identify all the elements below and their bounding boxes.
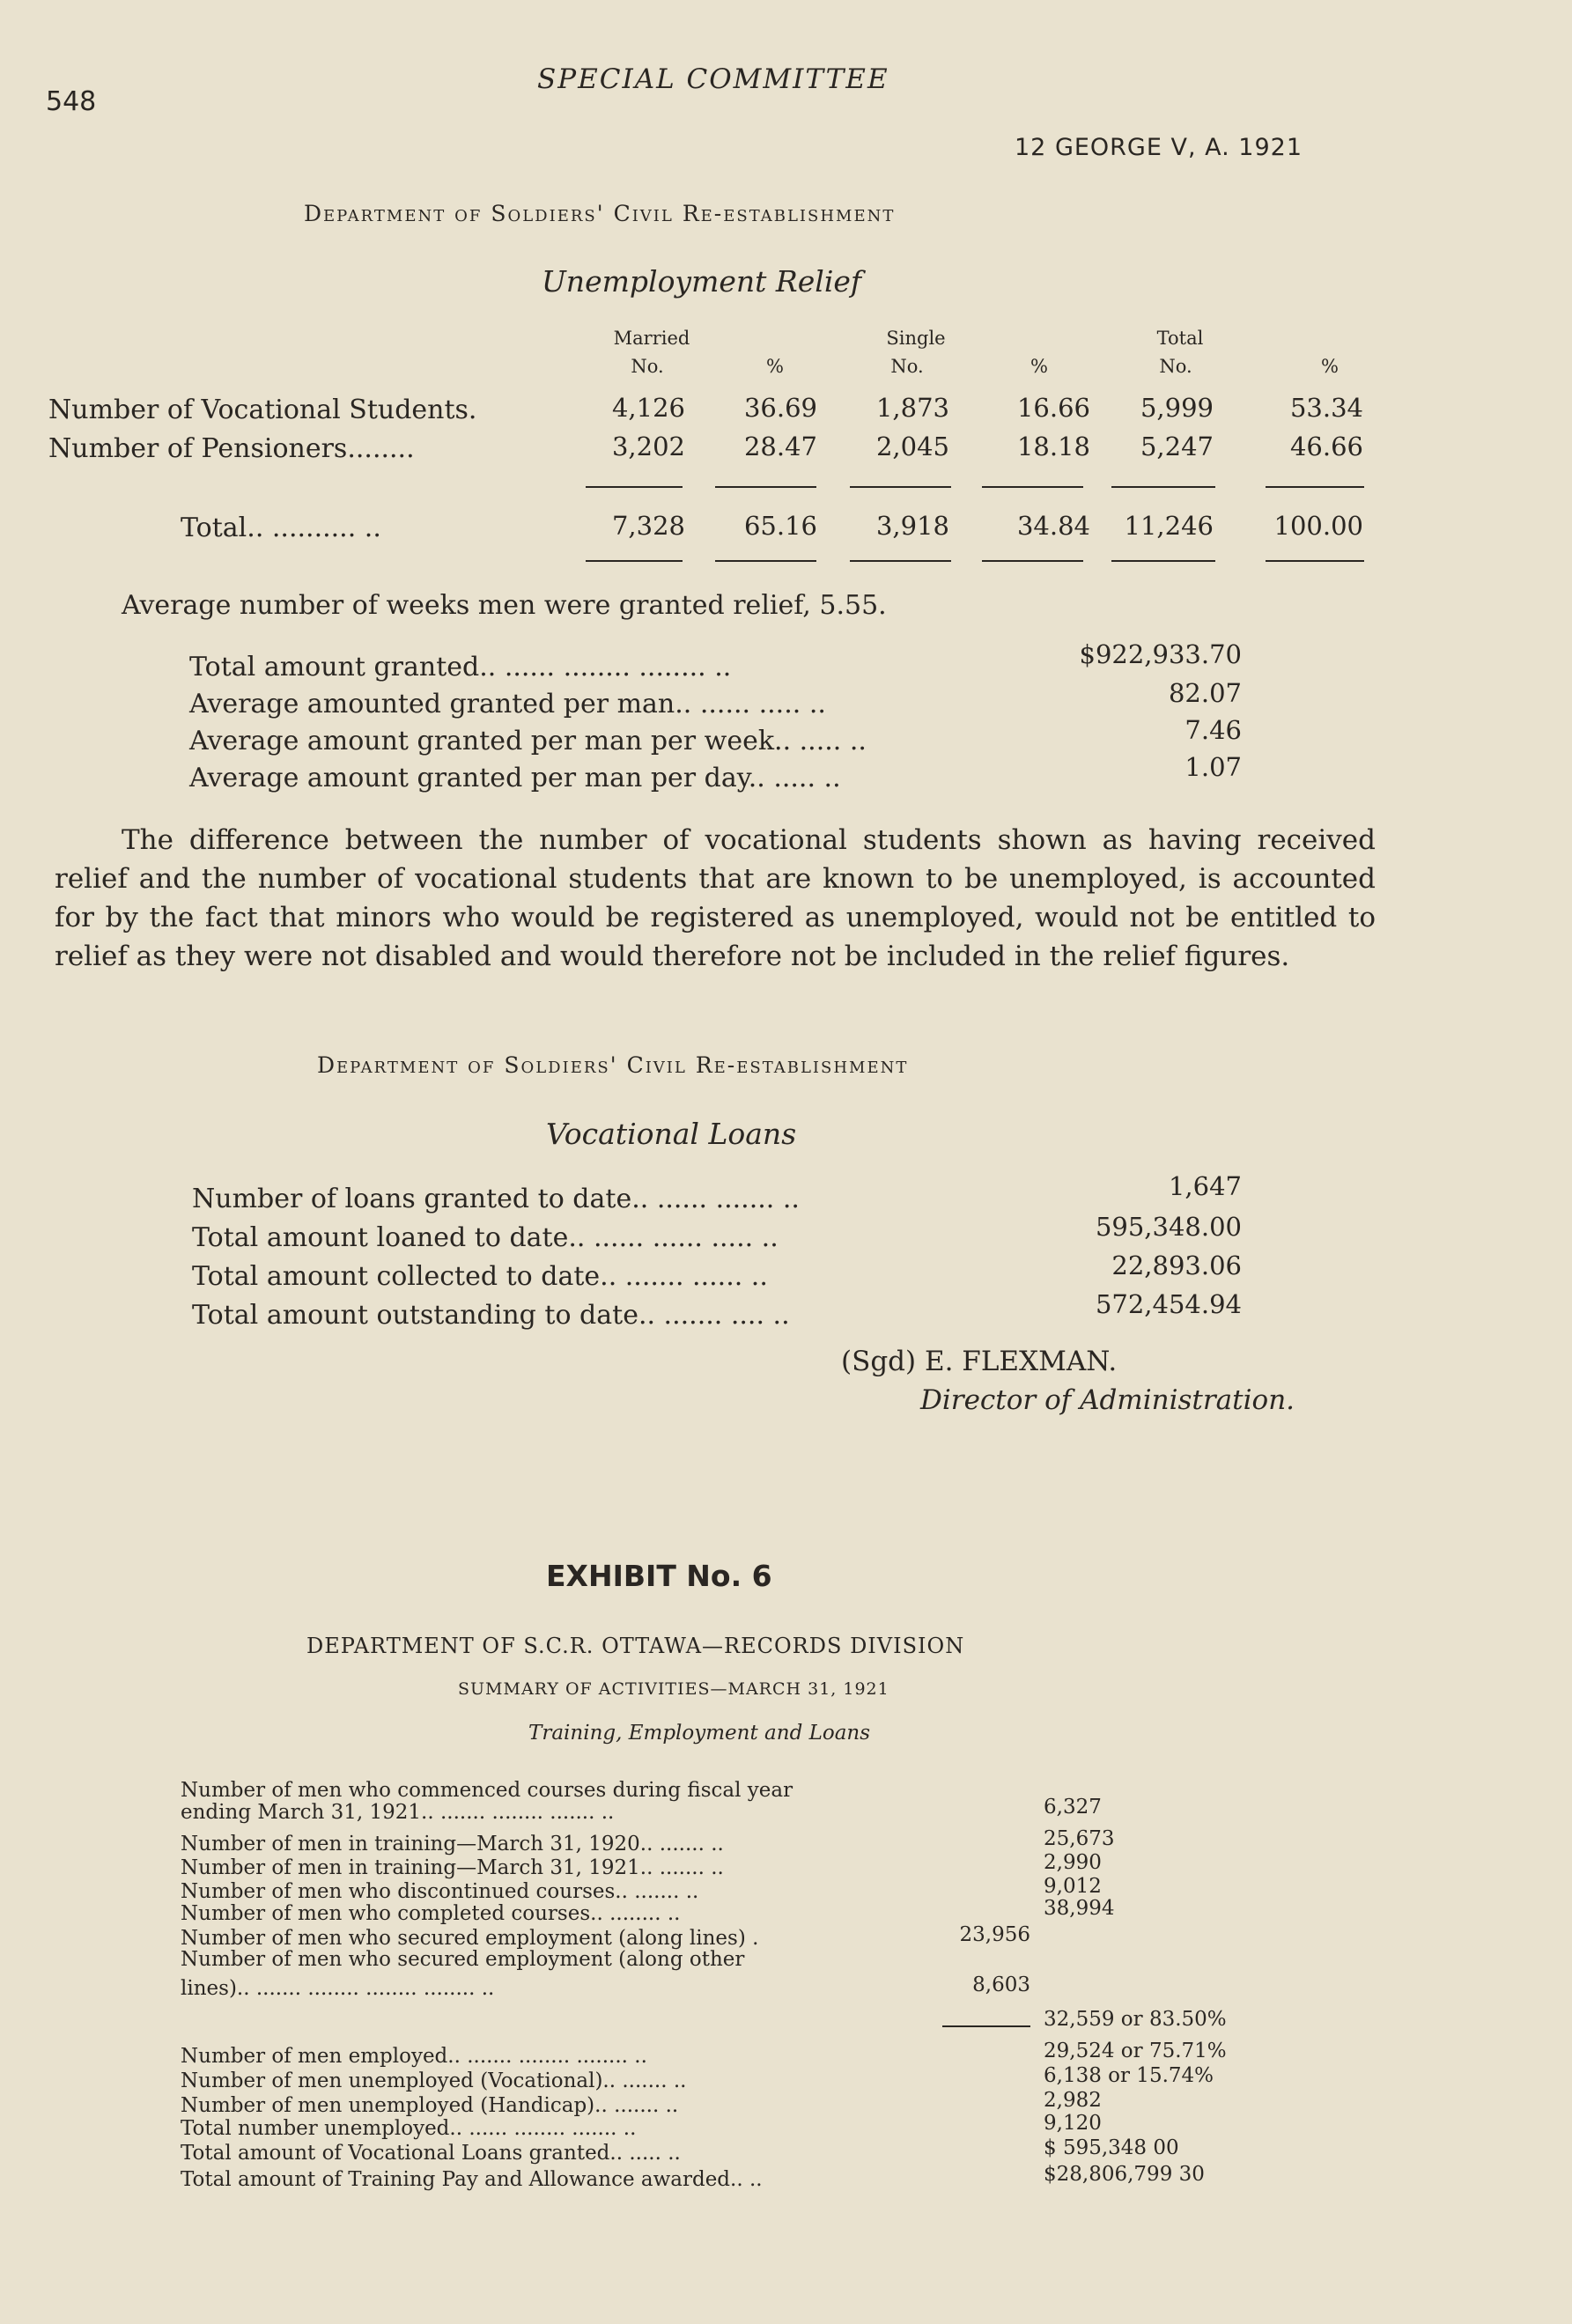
cell: 28.47 xyxy=(743,432,817,461)
col-header: No. xyxy=(631,356,664,377)
exhibit-row-label: Number of men who commenced courses during fiscal year xyxy=(181,1779,793,1802)
explanation-paragraph: The difference between the number of vocational students shown as having received relief and the number of vocational students that are known to be unemployed, is accounted for by the fact that minors who would be registered as unemployed, would not be entitled to relief as they were not disabled and would therefore not be included in the relief figures. xyxy=(55,824,1376,972)
amount-label: Total amount granted.. ...... ........ ........ .. xyxy=(189,652,732,682)
exhibit-row-value: 6,327 xyxy=(1044,1796,1102,1819)
col-header: % xyxy=(766,356,784,377)
rule xyxy=(942,2025,1030,2027)
cell: 3,202 xyxy=(611,432,685,461)
cell: 16.66 xyxy=(1016,393,1090,423)
exhibit-row-label: Number of men unemployed (Handicap).. ....... .. xyxy=(181,2094,679,2117)
amount-value: 7.46 xyxy=(1185,715,1242,745)
exhibit-subtitle: Training, Employment and Loans xyxy=(528,1722,871,1745)
loan-label: Total amount loaned to date.. ...... ...... ..... .. xyxy=(192,1222,779,1253)
section1-department: Department of Soldiers' Civil Re-establishment xyxy=(304,201,896,226)
rule xyxy=(982,486,1083,488)
exhibit-row-label: Number of men who completed courses.. ........ .. xyxy=(181,1902,681,1925)
group-header-single: Single xyxy=(886,328,946,349)
signature-title: Director of Administration. xyxy=(920,1384,1295,1416)
exhibit-row-subvalue: 23,956 xyxy=(959,1923,1030,1946)
page-number: 548 xyxy=(46,86,97,117)
rule xyxy=(850,486,951,488)
amount-label: Average amount granted per man per day.. ..... .. xyxy=(189,763,841,793)
cell: 11,246 xyxy=(1124,511,1214,541)
exhibit-row-label: Number of men in training—March 31, 1921.. ....... .. xyxy=(181,1856,724,1879)
exhibit-row-label: Number of men who discontinued courses.. ....... .. xyxy=(181,1880,699,1903)
loan-label: Total amount outstanding to date.. ....... .... .. xyxy=(192,1300,790,1331)
cell: 3,918 xyxy=(875,511,949,541)
exhibit-row-label: Total amount of Vocational Loans granted.. ..... .. xyxy=(181,2142,681,2165)
rule xyxy=(1266,486,1364,488)
cell: 2,045 xyxy=(875,432,949,461)
exhibit-department: DEPARTMENT OF S.C.R. OTTAWA—RECORDS DIVISION xyxy=(306,1634,965,1658)
section2-subtitle: Vocational Loans xyxy=(546,1117,797,1151)
cell: 7,328 xyxy=(611,511,685,541)
row-label: Number of Pensioners........ xyxy=(48,433,415,464)
col-header: No. xyxy=(1159,356,1192,377)
cell: 36.69 xyxy=(743,393,817,423)
loan-value: 1,647 xyxy=(1168,1171,1242,1201)
cell: 18.18 xyxy=(1016,432,1090,461)
exhibit-row-label: Number of men who secured employment (along other xyxy=(181,1948,745,1971)
rule xyxy=(1266,560,1364,562)
cell: 65.16 xyxy=(743,511,817,541)
row-label: Number of Vocational Students. xyxy=(48,395,477,425)
loan-value: 572,454.94 xyxy=(1095,1289,1242,1319)
cell: 4,126 xyxy=(611,393,685,423)
exhibit-row-label: Total number unemployed.. ...... ........ ....... .. xyxy=(181,2117,637,2140)
exhibit-row-value: $ 595,348 00 xyxy=(1044,2136,1179,2159)
exhibit-row-label: lines).. ....... ........ ........ ........ .. xyxy=(181,1977,495,2000)
loan-label: Number of loans granted to date.. ...... ....... .. xyxy=(192,1184,800,1214)
exhibit-row-value: 2,990 xyxy=(1044,1851,1102,1874)
exhibit-title: EXHIBIT No. 6 xyxy=(546,1559,772,1593)
rule xyxy=(982,560,1083,562)
col-header: % xyxy=(1321,356,1339,377)
cell: 53.34 xyxy=(1289,393,1363,423)
amount-label: Average amount granted per man per week.. ..... .. xyxy=(189,726,867,756)
signature: (Sgd) E. FLEXMAN. xyxy=(841,1346,1118,1377)
exhibit-row-value: 38,994 xyxy=(1044,1897,1115,1920)
amount-label: Average amounted granted per man.. ...... ..... .. xyxy=(189,689,826,719)
amount-value: 1.07 xyxy=(1185,752,1242,782)
rule xyxy=(1111,560,1215,562)
exhibit-row-label: Total amount of Training Pay and Allowance awarded.. .. xyxy=(181,2168,763,2191)
rule xyxy=(586,486,683,488)
cell: 5,999 xyxy=(1140,393,1214,423)
avg-weeks: Average number of weeks men were granted relief, 5.55. xyxy=(122,590,887,621)
running-title: SPECIAL COMMITTEE xyxy=(537,63,889,95)
cell: 5,247 xyxy=(1140,432,1214,461)
exhibit-row-value: 2,982 xyxy=(1044,2089,1102,2112)
cell: 34.84 xyxy=(1016,511,1090,541)
col-header: No. xyxy=(890,356,924,377)
exhibit-row-value: 9,120 xyxy=(1044,2112,1102,2135)
rule xyxy=(715,560,816,562)
exhibit-row-value: 6,138 or 15.74% xyxy=(1044,2064,1214,2087)
exhibit-row-value: 32,559 or 83.50% xyxy=(1044,2008,1227,2031)
loan-value: 22,893.06 xyxy=(1111,1251,1242,1280)
group-header-total: Total xyxy=(1156,328,1204,349)
exhibit-row-label: Number of men in training—March 31, 1920.. ....... .. xyxy=(181,1833,724,1856)
exhibit-row-value: 25,673 xyxy=(1044,1827,1115,1850)
exhibit-summary: SUMMARY OF ACTIVITIES—MARCH 31, 1921 xyxy=(458,1679,889,1699)
loan-label: Total amount collected to date.. ....... ...... .. xyxy=(192,1261,768,1292)
session-label: 12 GEORGE V, A. 1921 xyxy=(1015,134,1303,161)
amount-value: $922,933.70 xyxy=(1079,639,1242,669)
loan-value: 595,348.00 xyxy=(1095,1212,1242,1242)
exhibit-row-value: 29,524 or 75.71% xyxy=(1044,2040,1227,2062)
rule xyxy=(850,560,951,562)
exhibit-row-label: Number of men unemployed (Vocational).. ....... .. xyxy=(181,2069,687,2092)
amount-value: 82.07 xyxy=(1168,678,1242,708)
exhibit-row-label: Number of men who secured employment (along lines) . xyxy=(181,1927,759,1950)
section2-department: Department of Soldiers' Civil Re-establishment xyxy=(317,1052,909,1078)
exhibit-row-label: Number of men employed.. ....... ........ ........ .. xyxy=(181,2045,647,2068)
total-label: Total.. .......... .. xyxy=(181,513,381,543)
exhibit-row-value: 9,012 xyxy=(1044,1875,1102,1898)
cell: 46.66 xyxy=(1289,432,1363,461)
exhibit-row-subvalue: 8,603 xyxy=(972,1974,1030,1996)
exhibit-row-value: $28,806,799 30 xyxy=(1044,2163,1205,2186)
section1-subtitle: Unemployment Relief xyxy=(542,264,862,299)
col-header: % xyxy=(1030,356,1048,377)
exhibit-row-label: ending March 31, 1921.. ....... ........ ....... .. xyxy=(181,1801,615,1824)
rule xyxy=(586,560,683,562)
cell: 100.00 xyxy=(1273,511,1363,541)
group-header-married: Married xyxy=(613,328,690,349)
cell: 1,873 xyxy=(875,393,949,423)
rule xyxy=(715,486,816,488)
rule xyxy=(1111,486,1215,488)
